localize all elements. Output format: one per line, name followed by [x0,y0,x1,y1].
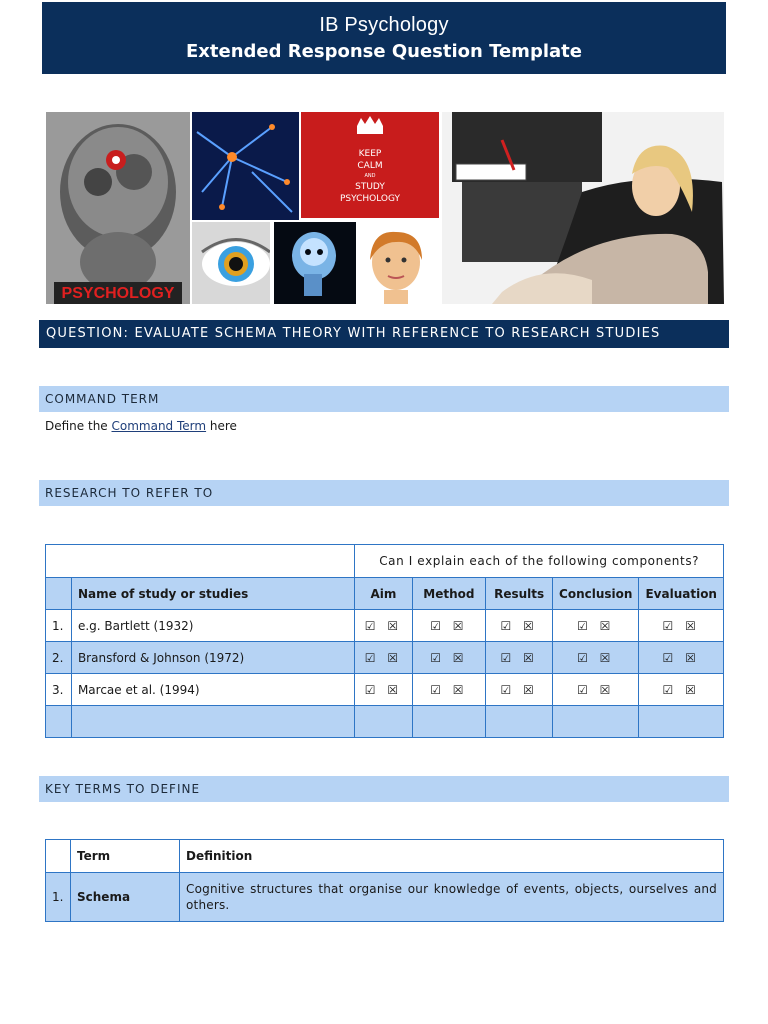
conclusion-checkbox[interactable]: ☑ ☒ [553,674,639,706]
keep-calm-line: KEEP [358,149,382,159]
eye-image [192,222,270,304]
psychology-collage [46,112,724,304]
study-name: Bransford & Johnson (1972) [71,642,354,674]
results-header: Results [486,578,553,610]
aim-checkbox[interactable]: ☑ ☒ [355,610,412,642]
empty-study-cell[interactable] [71,706,354,738]
num-header-cell [46,578,72,610]
table-row [46,674,724,706]
aim-checkbox[interactable]: ☑ ☒ [355,642,412,674]
aim-header: Aim [355,578,412,610]
row-number: 1. [46,610,72,642]
method-checkbox[interactable]: ☑ ☒ [412,674,486,706]
research-table [45,544,724,738]
results-checkbox[interactable]: ☑ ☒ [486,642,553,674]
row-number: 2. [46,642,72,674]
row-number: 1. [46,873,71,922]
study-name-header: Name of study or studies [71,578,354,610]
xray-head-image [274,222,356,304]
evaluation-checkbox[interactable]: ☑ ☒ [639,610,724,642]
num-header-cell [46,840,71,873]
evaluation-checkbox[interactable]: ☑ ☒ [639,674,724,706]
conclusion-header: Conclusion [553,578,639,610]
results-checkbox[interactable]: ☑ ☒ [486,610,553,642]
empty-corner-cell [46,545,355,578]
neurons-image [192,112,299,220]
keep-calm-line: STUDY [355,182,385,192]
definition-cell: Cognitive structures that organise our knowledge of events, objects, ourselves and others. [180,873,724,922]
table-row [46,642,724,674]
method-header: Method [412,578,486,610]
aim-checkbox[interactable]: ☑ ☒ [355,674,412,706]
table-row [46,873,724,922]
study-name: e.g. Bartlett (1932) [71,610,354,642]
components-prompt: Can I explain each of the following components? [355,545,724,578]
keep-calm-line: PSYCHOLOGY [339,194,401,204]
evaluation-header: Evaluation [639,578,724,610]
psychology-label: PSYCHOLOGY [61,285,175,302]
conclusion-checkbox[interactable]: ☑ ☒ [553,610,639,642]
table-row-empty [46,706,724,738]
study-name: Marcae et al. (1994) [71,674,354,706]
subject-title: IB Psychology [319,14,449,36]
table-row [46,610,724,642]
evaluation-checkbox[interactable]: ☑ ☒ [639,642,724,674]
conclusion-checkbox[interactable]: ☑ ☒ [553,642,639,674]
term-header: Term [71,840,180,873]
page-header [42,2,726,74]
definition-suffix: here [206,419,237,433]
command-term-link[interactable]: Command Term [111,419,207,433]
method-checkbox[interactable]: ☑ ☒ [412,642,486,674]
key-terms-table [45,839,724,922]
therapy-session-image [442,112,724,304]
keep-calm-line: AND [364,173,376,179]
command-term-definition [45,419,237,433]
question-bar: QUESTION: EVALUATE SCHEMA THEORY WITH REFERENCE TO RESEARCH STUDIES [39,320,729,348]
research-heading: RESEARCH TO REFER TO [39,480,729,506]
template-title: Extended Response Question Template [186,41,582,62]
definition-prefix: Define the [45,419,112,433]
term-cell: Schema [71,873,180,922]
results-checkbox[interactable]: ☑ ☒ [486,674,553,706]
command-term-heading: COMMAND TERM [39,386,729,412]
keep-calm-poster [301,112,439,218]
brain-gears-image [46,112,190,304]
row-number: 3. [46,674,72,706]
method-checkbox[interactable]: ☑ ☒ [412,610,486,642]
thinking-woman-image [358,224,434,304]
keep-calm-line: CALM [357,161,383,171]
definition-header: Definition [180,840,724,873]
key-terms-heading: KEY TERMS TO DEFINE [39,776,729,802]
